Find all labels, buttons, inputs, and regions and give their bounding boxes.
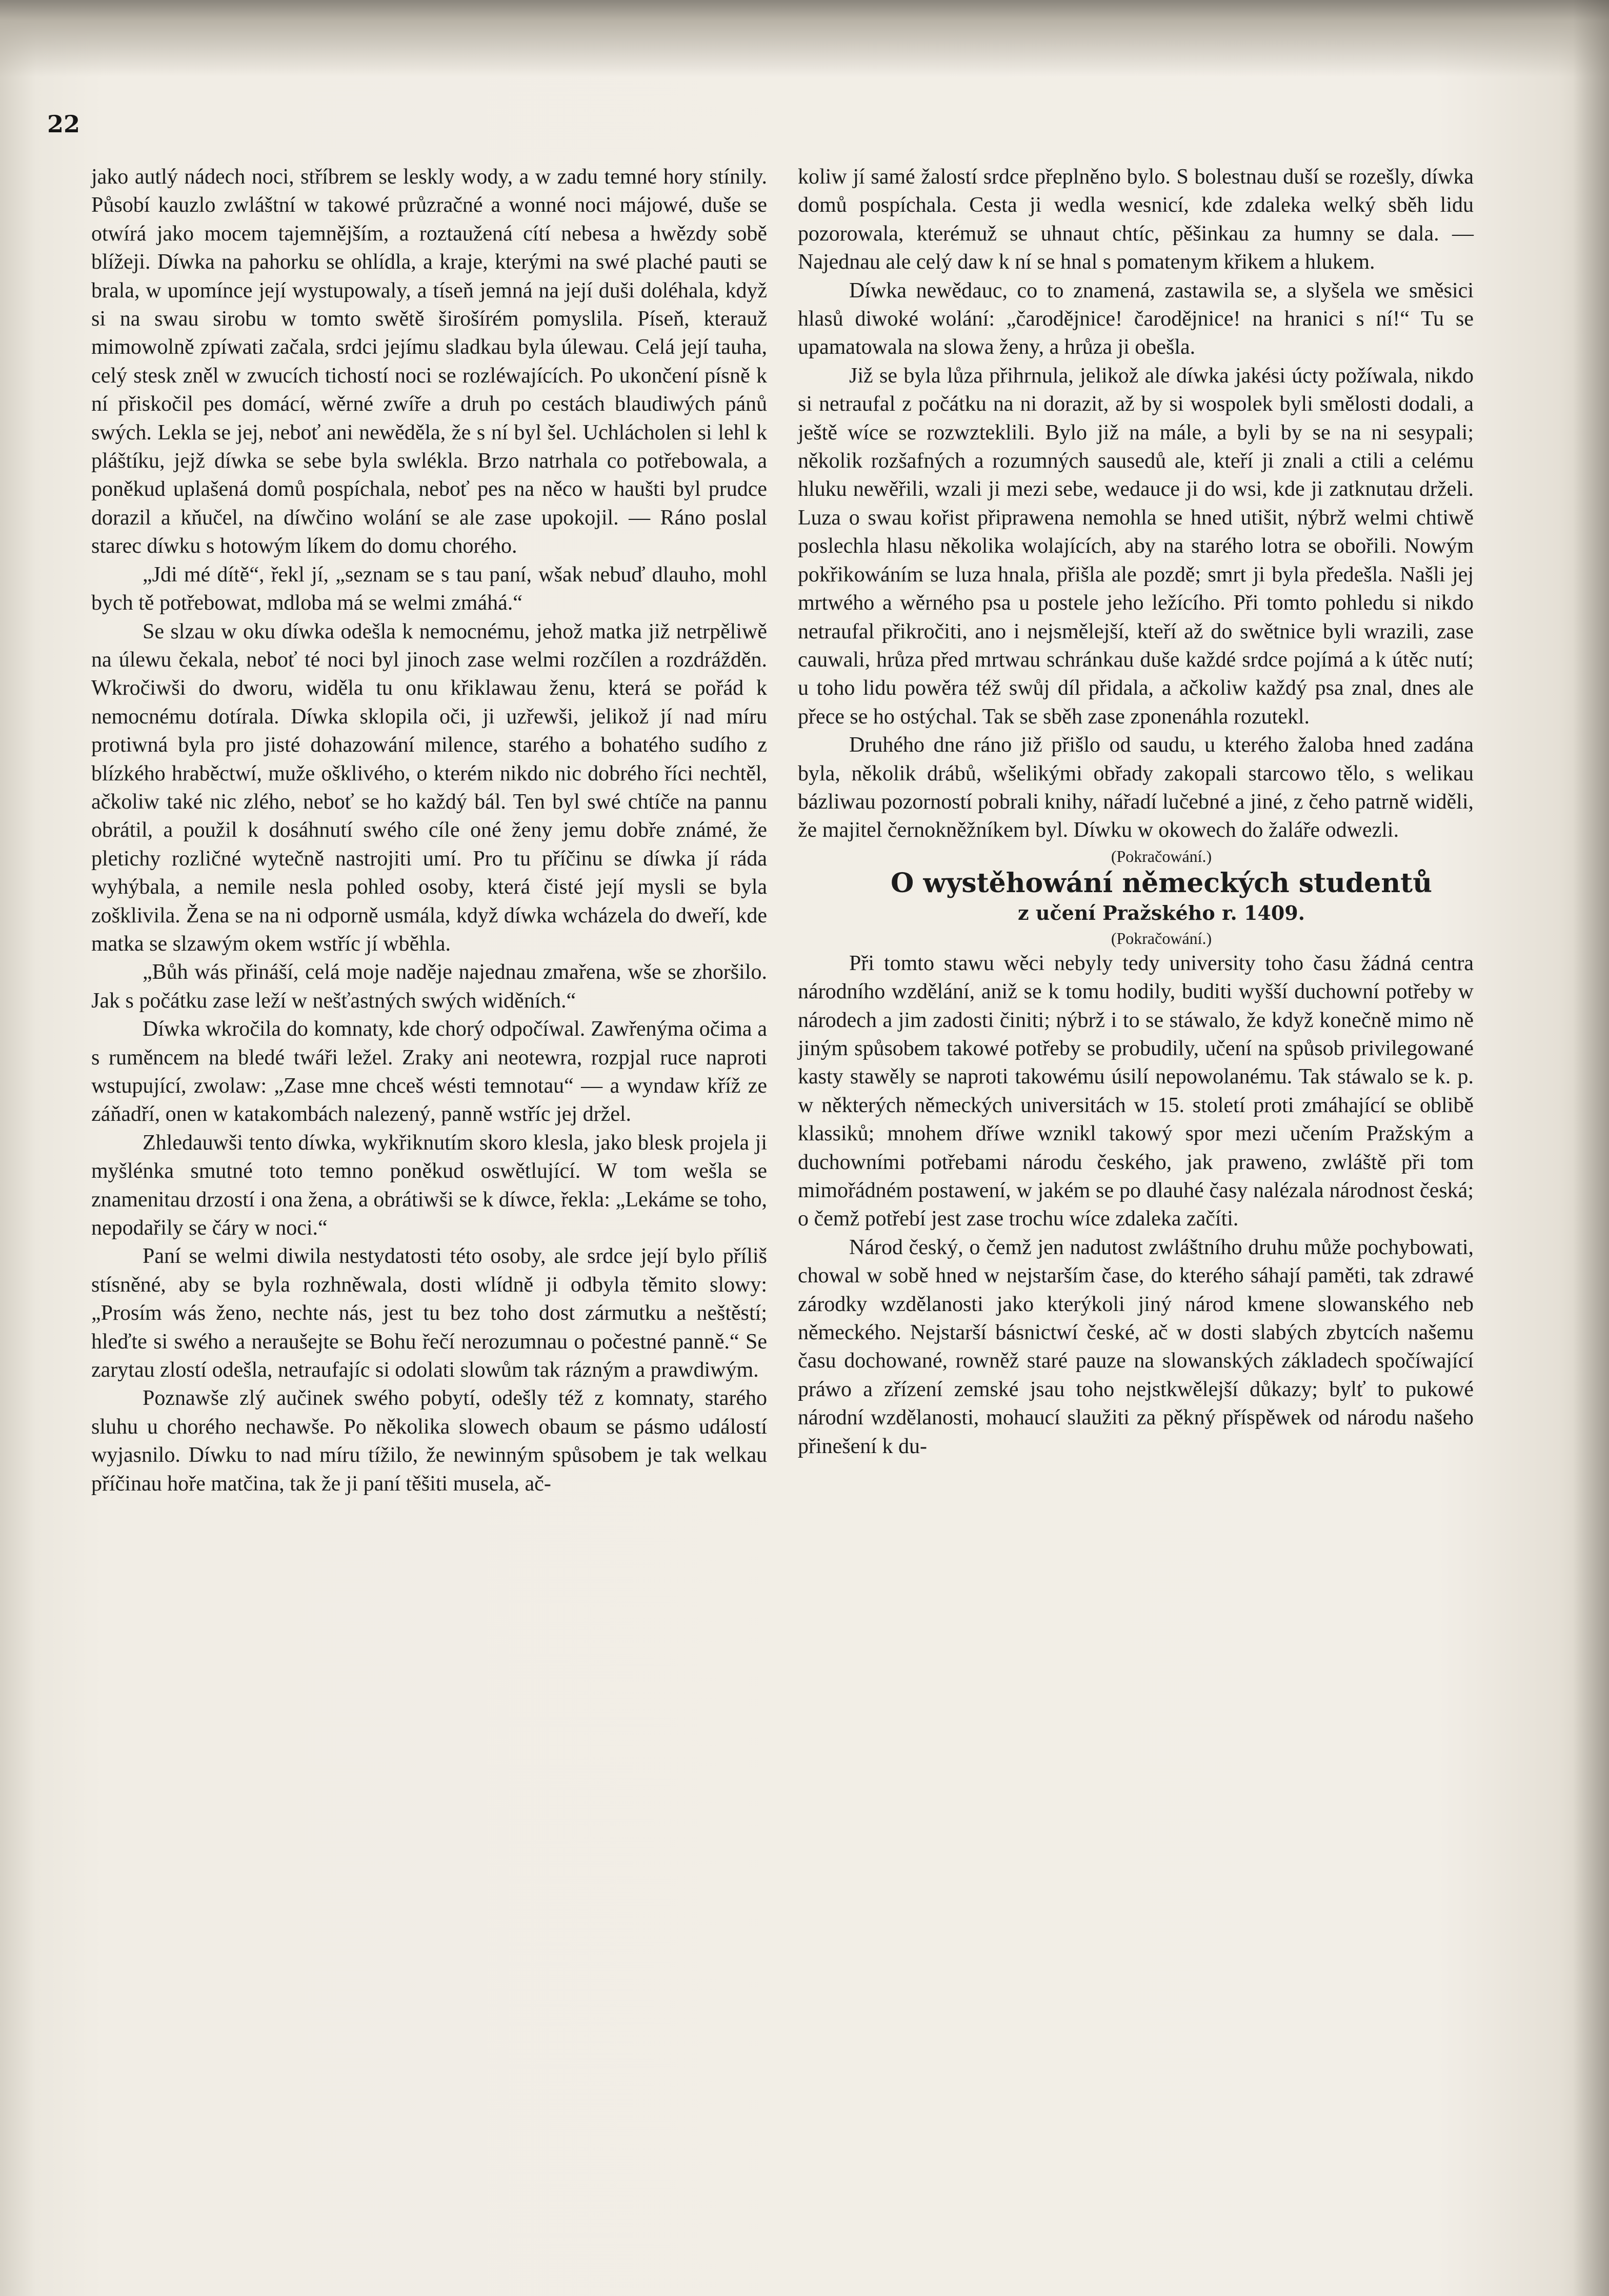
article-paragraph: Národ český, o čemž jen nadutost zwláštního druhu může pochybowati, chowal w sobě hned w nejstarším čase, do kterého sáhají paměti, tak zdrawé zárodky wzdělanosti jako kterýkoli jiný národ kmene slowanského neb německého. Nejstarší básnictwí české, ač w dosti slabých zbytcích našemu času dochowané, rowněž staré pauze na slowanských základech spočíwající práwo a zřízení zemské jsau toho nejstkwělejší důkazy; bylť to pukowé národní wzdělanosti, mohaucí slaužiti za pěkný příspěwek od národu našeho přinešení k du- [798,1235,1474,1458]
story-continued-label: (Pokračowání.) [1111,847,1212,865]
article-subtitle: z učení Pražského r. 1409. [1018,901,1305,924]
story-paragraph: Se slzau w oku díwka odešla k nemocnému, jehož matka již netrpěliwě na úlewu čekala, neboť té noci byl jinoch zase welmi rozčílen a rozdrážděn. Wkročiwši do dworu, widěla tu onu křiklawau ženu, která se pořád k nemocnému dotírala. Díwka sklopila oči, ji uzřewši, jelikož jí nad míru protiwná byla pro jisté dohazowání milence, starého a bohatého sudího z blízkého hraběctwí, muže ošklivého, o kterém nikdo nic dobrého říci nechtěl, ačkoliw také nic zlého, neboť se ho každý bál. Ten byl swé chtíče na pannu obrátil, a použil k dosáhnutí swého cíle oné ženy jemu dobře známé, že pletichy rozličné wytečně nastrojiti umí. Pro tu příčinu se díwka jí ráda wyhýbala, a nemile nesla pohled osoby, která čisté její mysli se byla zošklivila. Žena se na ni odporně usmála, když díwka wcházela do dweří, kde matka se slzawým okem wstříc jí wběhla. [91,619,767,956]
story-paragraph: Díwka newědauc, co to znamená, zastawila se, a slyšela we směsici hlasů diwoké wolání: „čarodějnice! čarodějnice! na hranici s ní!“ Tu se upamatowala na slowa ženy, a hrůza ji obešla. [798,278,1474,359]
story-paragraph: Poznawše zlý aučinek swého pobytí, odešly též z komnaty, starého sluhu u chorého nechawše. Po několika slowech obaum se pásmo událostí wyjasnilo. Díwku to nad míru tížilo, že newinným spůsobem je tak welkau příčinau hoře matčina, tak že ji paní těšiti musela, ač- [91,1386,767,1496]
article-paragraph: Při tomto stawu wěci nebyly tedy university toho času žádná centra národního wzdělání, aniž se k tomu hodily, buditi wyšší duchowní potřeby w národech a jim zadosti činiti; nýbrž i to se stáwalo, že když konečně mimo ně jiným spůsobem takowé potřeby se probudily, učení na spůsob privilegowané kasty stawěly se naproti takowému úsilí nepowolanému. Tak stáwalo se k. p. w některých německých universitách w 15. století proti zmáhající se oblibě klassiků; mnohem dříwe wznikl takowý spor mezi učením Pražským a duchowními potřebami národu českého, jak praweno, zwláště při tom mimořádném postawení, w jakém se po dlauhé časy nalézala národnost česká; o čemž potřebí jest zase trochu wíce zdaleka začíti. [798,951,1474,1231]
story-paragraph: jako autlý nádech noci, stříbrem se leskly wody, a w zadu temné hory stínily. Působí kauzlo zwláštní w takowé průzračné a wonné noci májowé, duše se otwírá jako mocem tajemnějším, a roztaužená cítí nebesa a hwězdy sobě blížeji. Díwka na pahorku se ohlídla, a kraje, kterými na swé plaché pauti se brala, w upomínce její wystupowaly, a tíseň jemná na její duši doléhala, když si na swau sirobu w tomto swětě širošírém pomyslila. Píseň, kterauž mimowolně zpíwati začala, srdci jejímu sladkau byla úlewau. Celá její tauha, celý stesk zněl w zwucích tichostí noci se rozléwajících. Po ukončení písně k ní přiskočil pes domácí, wěrné zwíře a druh po cestách blaudiwých pánů swých. Lekla se jej, neboť ani newěděla, že s ní byl šel. Uchlácholen si lehl k pláštíku, jejž díwka se sebe byla swlékla. Brzo natrhala co potřebowala, a poněkud uplašená domů pospíchala, neboť pes na něco w haušti byl prudce dorazil a kňučel, na díwčino wolání se ale zase upokojil. — Ráno poslal starec díwku s hotowým líkem do domu chorého. [91,165,767,558]
article-title: O wystěhowání německých studentů [890,867,1433,899]
page-top-shadow [0,0,1609,77]
story-paragraph: „Bůh wás přináší, celá moje naděje najednau zmařena, wše se zhoršilo. Jak s počátku zase leží w nešťastných swých widěních.“ [91,960,767,1013]
story-paragraph: Již se byla lůza přihrnula, jelikož ale díwka jakési úcty požíwala, nikdo si netraufal z počátku na ni dorazit, až by si wospolek byli smělosti dodali, a ještě wíce se rozwzteklili. Bylo již na mále, a byli by se na ni sesypali; několik rozšafných a rozumných sausedů ale, kteří ji znali a ctili a celému hluku newěřili, wzali ji mezi sebe, wedauce ji do wsi, kde ji zatknutau drželi. Luza o swau kořist připrawena nemohla se hned utišit, nýbrž welmi chtiwě poslechla hlasu několika wolajících, aby na starého lotra se obořili. Nowým pokřikowáním se luza hnala, přišla ale pozdě; smrt ji byla předešla. Našli jej mrtwého a wěrného psa u postele jeho ležícího. Při tomto pohledu si nikdo netraufal přikročiti, ano i nejsmělejší, kteří až do swětnice byli wrazili, zase cauwali, hrůza před mrtwau schránkau duše každé srdce pojímá a k útěc nutí; u toho lidu powěra též swůj díl přidala, a ačkoliw každý psa znal, dnes ale přece se ho ostýchal. Tak se sběh zase zponenáhla rozutekl. [798,364,1474,729]
story-paragraph: Druhého dne ráno již přišlo od saudu, u kterého žaloba hned zadána byla, několik drábů, wšelikými obřady zakopali starcowo tělo, s welikau bázliwau pozorností pobrali knihy, nářadí lučebné a jiné, z čeho patrně widěli, že majitel černokněžníkem byl. Díwku w okowech do žaláře odwezli. [798,733,1474,842]
right-column [798,163,1474,1461]
page-number: 22 [47,110,81,138]
page-right-shadow [1573,0,1609,2296]
story-paragraph: Paní se welmi diwila nestydatosti této osoby, ale srdce její bylo příliš stísněné, aby se byla rozhněwala, dosti wlídně ji odbyla těmito slowy: „Prosím wás ženo, nechte nás, jest tu bez toho dost zármutku a neštěstí; hleďte si swého a neraušejte se Bohu řečí nerozumnau o počestné panně.“ Se zarytau zlostí odešla, netraufajíc si odolati slowům tak rázným a prawdiwým. [91,1244,767,1382]
story-paragraph: Zhledauwši tento díwka, wykřiknutím skoro klesla, jako blesk projela ji myšlénka smutné toto temno poněkud oswětlující. W tom wešla se znamenitau drzostí i ona žena, a obrátiwši se k díwce, řekla: „Lekáme se toho, nepodařily se čáry w noci.“ [91,1131,767,1240]
story-paragraph: „Jdi mé dítě“, řekl jí, „seznam se s tau paní, wšak nebuď dlauho, mohl bych tě potřebowat, mdloba má se welmi zmáhá.“ [91,562,767,615]
story-paragraph: koliw jí samé žalostí srdce přeplněno bylo. S bolestnau duší se rozešly, díwka domů pospíchala. Cesta ji wedla wesnicí, kde zdaleka welký sběh lidu pozorowala, kterémuž se uhnaut chtíc, pěšinkau za humny se dala. — Najednau ale celý daw k ní se hnal s pomatenym křikem a hlukem. [798,165,1474,274]
article-continued-label: (Pokračowání.) [1111,929,1212,948]
left-column [91,163,767,1498]
story-paragraph: Díwka wkročila do komnaty, kde chorý odpočíwal. Zawřenýma očima a s ruměncem na bledé twáři ležel. Zraky ani neotewra, rozpjal ruce naproti wstupující, zwolaw: „Zase mne chceš wésti temnotau“ — a wyndaw kříž ze záňadří, onen w katakombách nalezený, panně wstříc jej držel. [91,1017,767,1126]
